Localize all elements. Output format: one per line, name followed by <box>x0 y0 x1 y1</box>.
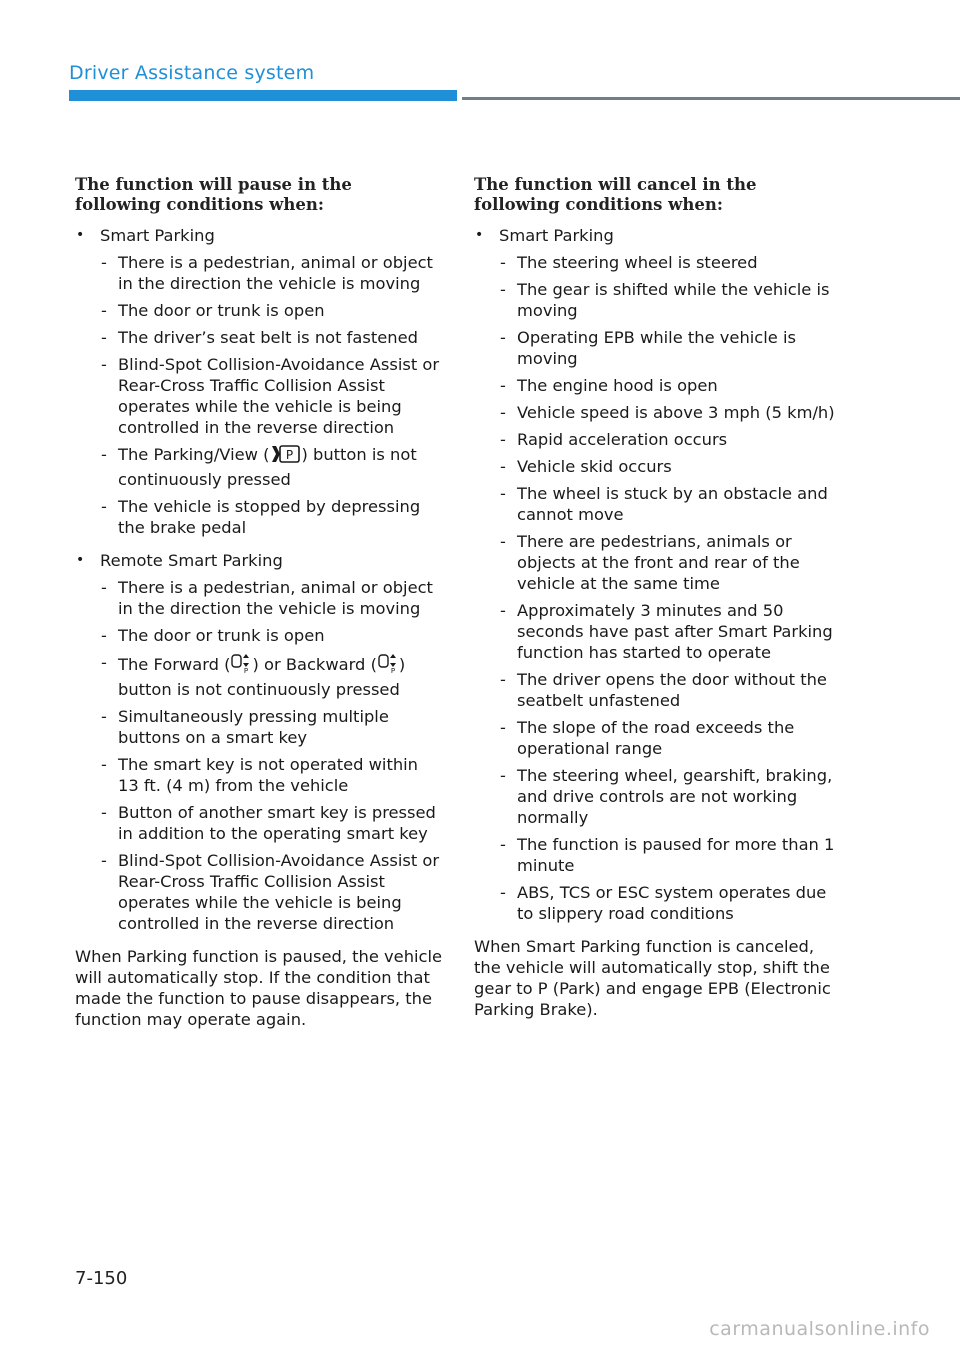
list-item: - The driver’s seat belt is not fastened <box>75 327 443 348</box>
pause-paragraph: When Parking function is paused, the vehicle will automatically stop. If the condition that made the function to pause disappears, the function may operate again. <box>75 947 443 1029</box>
list-item: - Approximately 3 minutes and 50 seconds have past after Smart Parking function has started to operate <box>474 600 842 663</box>
list-item: - Blind-Spot Collision-Avoidance Assist or Rear-Cross Traffic Collision Assist operates while the vehicle is being controlled in the reverse direction <box>75 354 443 438</box>
backward-key-icon <box>377 652 399 679</box>
condition-list <box>75 577 443 934</box>
list-item: - The gear is shifted while the vehicle is moving <box>474 279 842 321</box>
item-text: ) button is not continuously pressed <box>118 445 417 489</box>
page-number: 7-150 <box>75 1268 128 1289</box>
list-item: - Operating EPB while the vehicle is moving <box>474 327 842 369</box>
svg-text:P: P <box>286 448 294 462</box>
cancel-paragraph: When Smart Parking function is canceled, the vehicle will automatically stop, shift the gear to P (Park) and engage EPB (Electronic Parking Brake). <box>474 937 831 1019</box>
list-item: - There is a pedestrian, animal or object in the direction the vehicle is moving <box>75 577 443 619</box>
list-item <box>75 444 443 490</box>
forward-key-icon <box>230 652 252 679</box>
list-item: - The function is paused for more than 1 minute <box>474 834 842 876</box>
list-item: - Button of another smart key is pressed in addition to the operating smart key <box>75 802 443 844</box>
remote-smart-parking-pause-group <box>75 550 443 934</box>
group-label: • Remote Smart Parking <box>75 550 443 571</box>
group-label: • Smart Parking <box>75 225 443 246</box>
list-item: - Vehicle skid occurs <box>474 456 842 477</box>
list-item: - ABS, TCS or ESC system operates due to slippery road conditions <box>474 882 842 924</box>
list-item: - There are pedestrians, animals or objects at the front and rear of the vehicle at the same time <box>474 531 842 594</box>
list-item: - Vehicle speed is above 3 mph (5 km/h) <box>474 402 842 423</box>
cancel-conditions-heading: The function will cancel in the following conditions when: <box>474 175 757 214</box>
watermark: carmanualsonline.info <box>709 1318 930 1340</box>
list-item: - Blind-Spot Collision-Avoidance Assist or Rear-Cross Traffic Collision Assist operates while the vehicle is being controlled in the reverse direction <box>75 850 443 934</box>
list-item: - The door or trunk is open <box>75 625 443 646</box>
list-item: - The smart key is not operated within 13 ft. (4 m) from the vehicle <box>75 754 443 796</box>
condition-list <box>474 252 842 924</box>
header-rule-accent <box>69 90 457 101</box>
parking-view-icon <box>269 444 301 469</box>
header-rule <box>462 97 960 100</box>
pause-conditions-heading: The function will pause in the following conditions when: <box>75 175 352 214</box>
list-item: - There is a pedestrian, animal or object in the direction the vehicle is moving <box>75 252 443 294</box>
list-item: - The steering wheel is steered <box>474 252 842 273</box>
item-text: ) or Backward ( <box>252 655 377 674</box>
section-title: Driver Assistance system <box>69 62 315 84</box>
smart-parking-pause-group <box>75 225 443 538</box>
list-item: - The driver opens the door without the seatbelt unfastened <box>474 669 842 711</box>
group-label: • Smart Parking <box>474 225 842 246</box>
list-item: - The wheel is stuck by an obstacle and cannot move <box>474 483 842 525</box>
list-item: - The door or trunk is open <box>75 300 443 321</box>
right-column <box>474 175 842 1020</box>
smart-parking-cancel-group <box>474 225 842 924</box>
item-text: ) button is not continuously pressed <box>118 655 406 699</box>
list-item: - The engine hood is open <box>474 375 842 396</box>
list-item: - Rapid acceleration occurs <box>474 429 842 450</box>
list-item <box>75 652 443 700</box>
list-item: - The steering wheel, gearshift, braking, and drive controls are not working normally <box>474 765 842 828</box>
left-column <box>75 175 443 1030</box>
svg-text:P: P <box>244 667 249 674</box>
list-item: - Simultaneously pressing multiple buttons on a smart key <box>75 706 443 748</box>
condition-list <box>75 252 443 538</box>
item-text: The Forward ( <box>118 655 231 674</box>
list-item: - The vehicle is stopped by depressing the brake pedal <box>75 496 443 538</box>
list-item: - The slope of the road exceeds the operational range <box>474 717 842 759</box>
item-text: The Parking/View ( <box>118 445 270 464</box>
svg-text:P: P <box>390 667 396 674</box>
